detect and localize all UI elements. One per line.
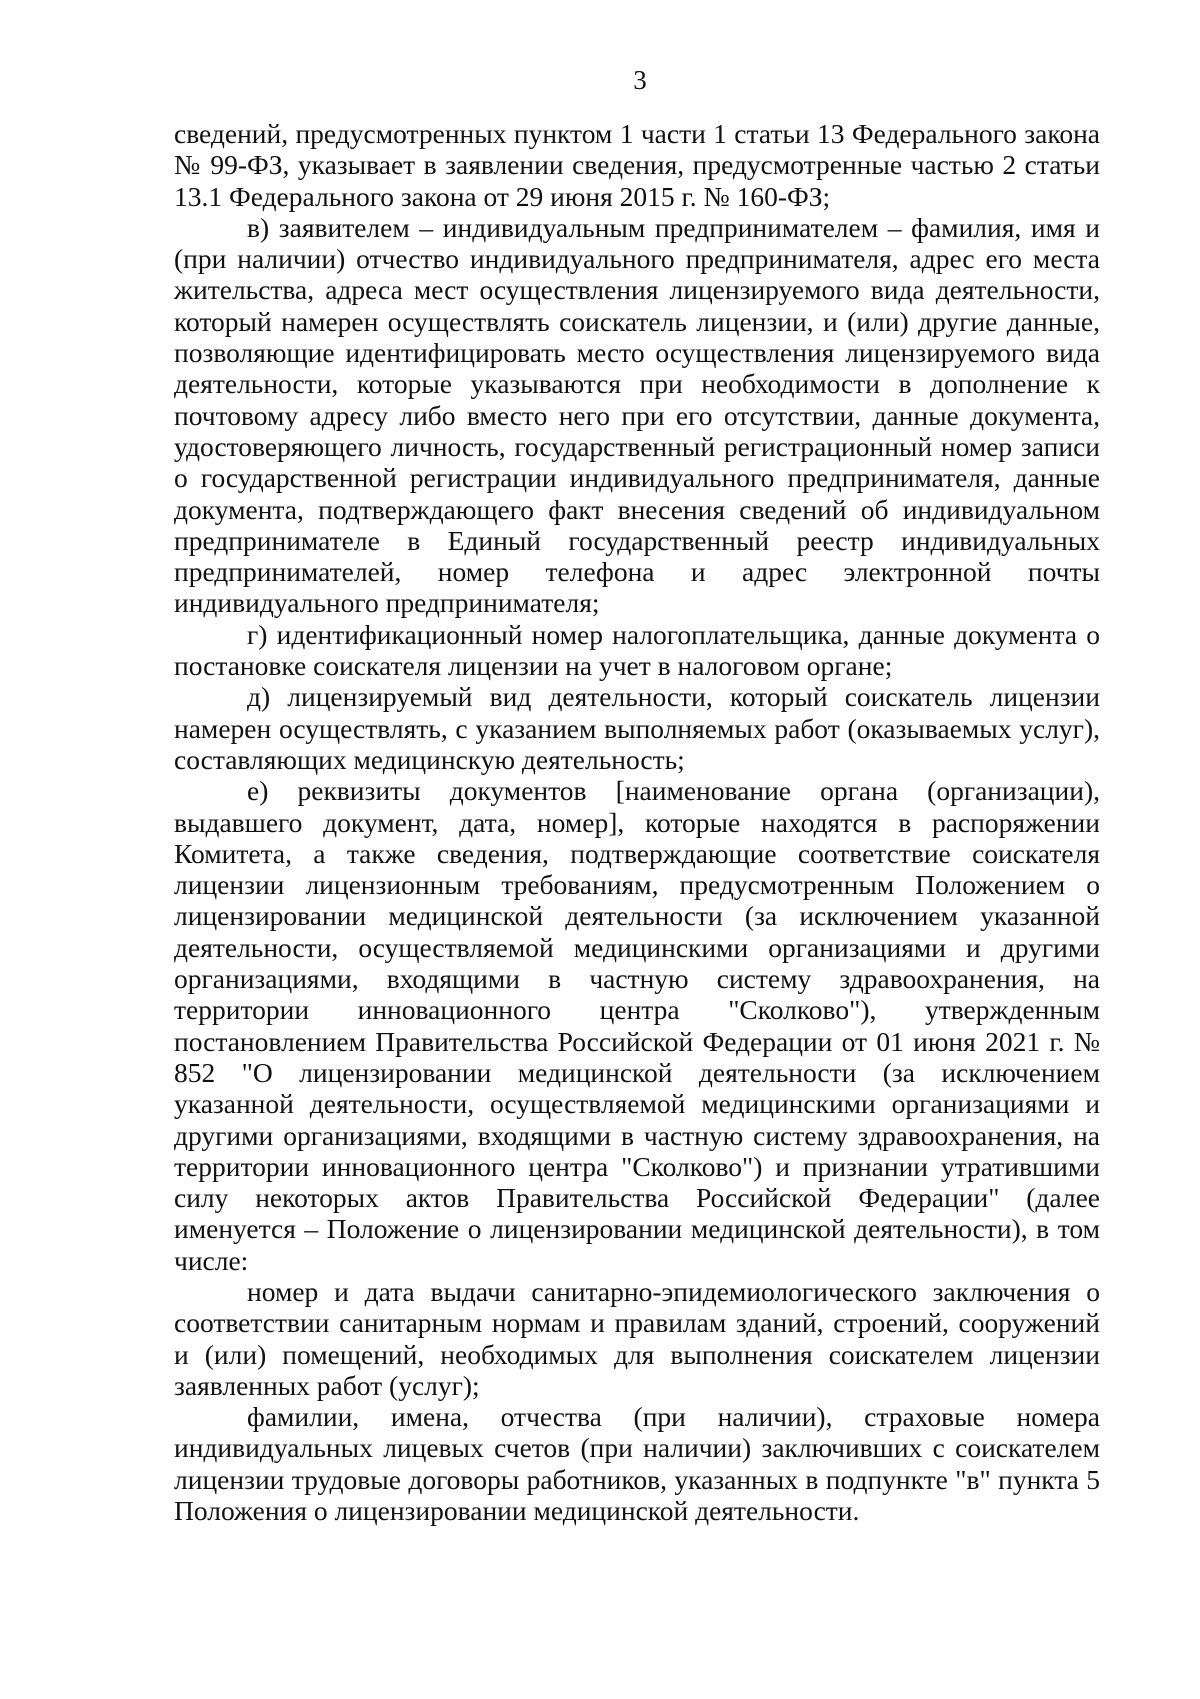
- paragraph-item-v: в) заявителем – индивидуальным предпринимателем – фамилия, имя и (при наличии) отчество индивидуального предпринимателя, адрес его места жительства, адреса мест осуществления лицензируемого вида деятельности, который намерен осуществлять соискатель лицензии, и (или) другие данные, позволяющие идентифицировать место осуществления лицензируемого вида деятельности, которые указываются при необходимости в дополнение к почтовому адресу либо вместо него при его отсутствии, данные документа, удостоверяющего личность, государственный регистрационный номер записи о государственной регистрации индивидуального предпринимателя, данные документа, подтверждающего факт внесения сведений об индивидуальном предпринимателе в Единый государственный реестр индивидуальных предпринимателей, номер телефона и адрес электронной почты индивидуального предпринимателя;: [174, 211, 1100, 619]
- paragraph-employees: фамилии, имена, отчества (при наличии), страховые номера индивидуальных лицевых счетов (при наличии) заключивших с соискателем лицензии трудовые договоры работников, указанных в подпункте "в" пункта 5 Положения о лицензировании медицинской деятельности.: [174, 1401, 1100, 1527]
- paragraph-sanitary-conclusion: номер и дата выдачи санитарно-эпидемиологического заключения о соответствии санитарным нормам и правилам зданий, строений, сооружений и (или) помещений, необходимых для выполнения соискателем лицензии заявленных работ (услуг);: [174, 1275, 1100, 1401]
- paragraph-item-g: г) идентификационный номер налогоплательщика, данные документа о постановке соискателя лицензии на учет в налоговом органе;: [174, 618, 1100, 682]
- paragraph-continuation: сведений, предусмотренных пунктом 1 части 1 статьи 13 Федерального закона № 99-ФЗ, указывает в заявлении сведения, предусмотренные частью 2 статьи 13.1 Федерального закона от 29 июня 2015 г. № 160-ФЗ;: [174, 118, 1100, 212]
- paragraph-item-e: е) реквизиты документов [наименование органа (организации), выдавшего документ, дата, номер], которые находятся в распоряжении Комитета, а также сведения, подтверждающие соответствие соискателя лицензии лицензионным требованиям, предусмотренным Положением о лицензировании медицинской деятельности (за исключением указанной деятельности, осуществляемой медицинскими организациями и другими организациями, входящими в частную систему здравоохранения, на территории инновационного центра "Сколково"), утвержденным постановлением Правительства Российской Федерации от 01 июня 2021 г. № 852 "О лицензировании медицинской деятельности (за исключением указанной деятельности, осуществляемой медицинскими организациями и другими организациями, входящими в частную систему здравоохранения, на территории инновационного центра "Сколково") и признании утратившими силу некоторых актов Правительства Российской Федерации" (далее именуется – Положение о лицензировании медицинской деятельности), в том числе:: [174, 775, 1100, 1276]
- paragraph-item-d: д) лицензируемый вид деятельности, который соискатель лицензии намерен осуществлять, с указанием выполняемых работ (оказываемых услуг), составляющих медицинскую деятельность;: [174, 681, 1100, 775]
- page-number: 3: [633, 65, 647, 95]
- document-body: [174, 118, 1100, 1526]
